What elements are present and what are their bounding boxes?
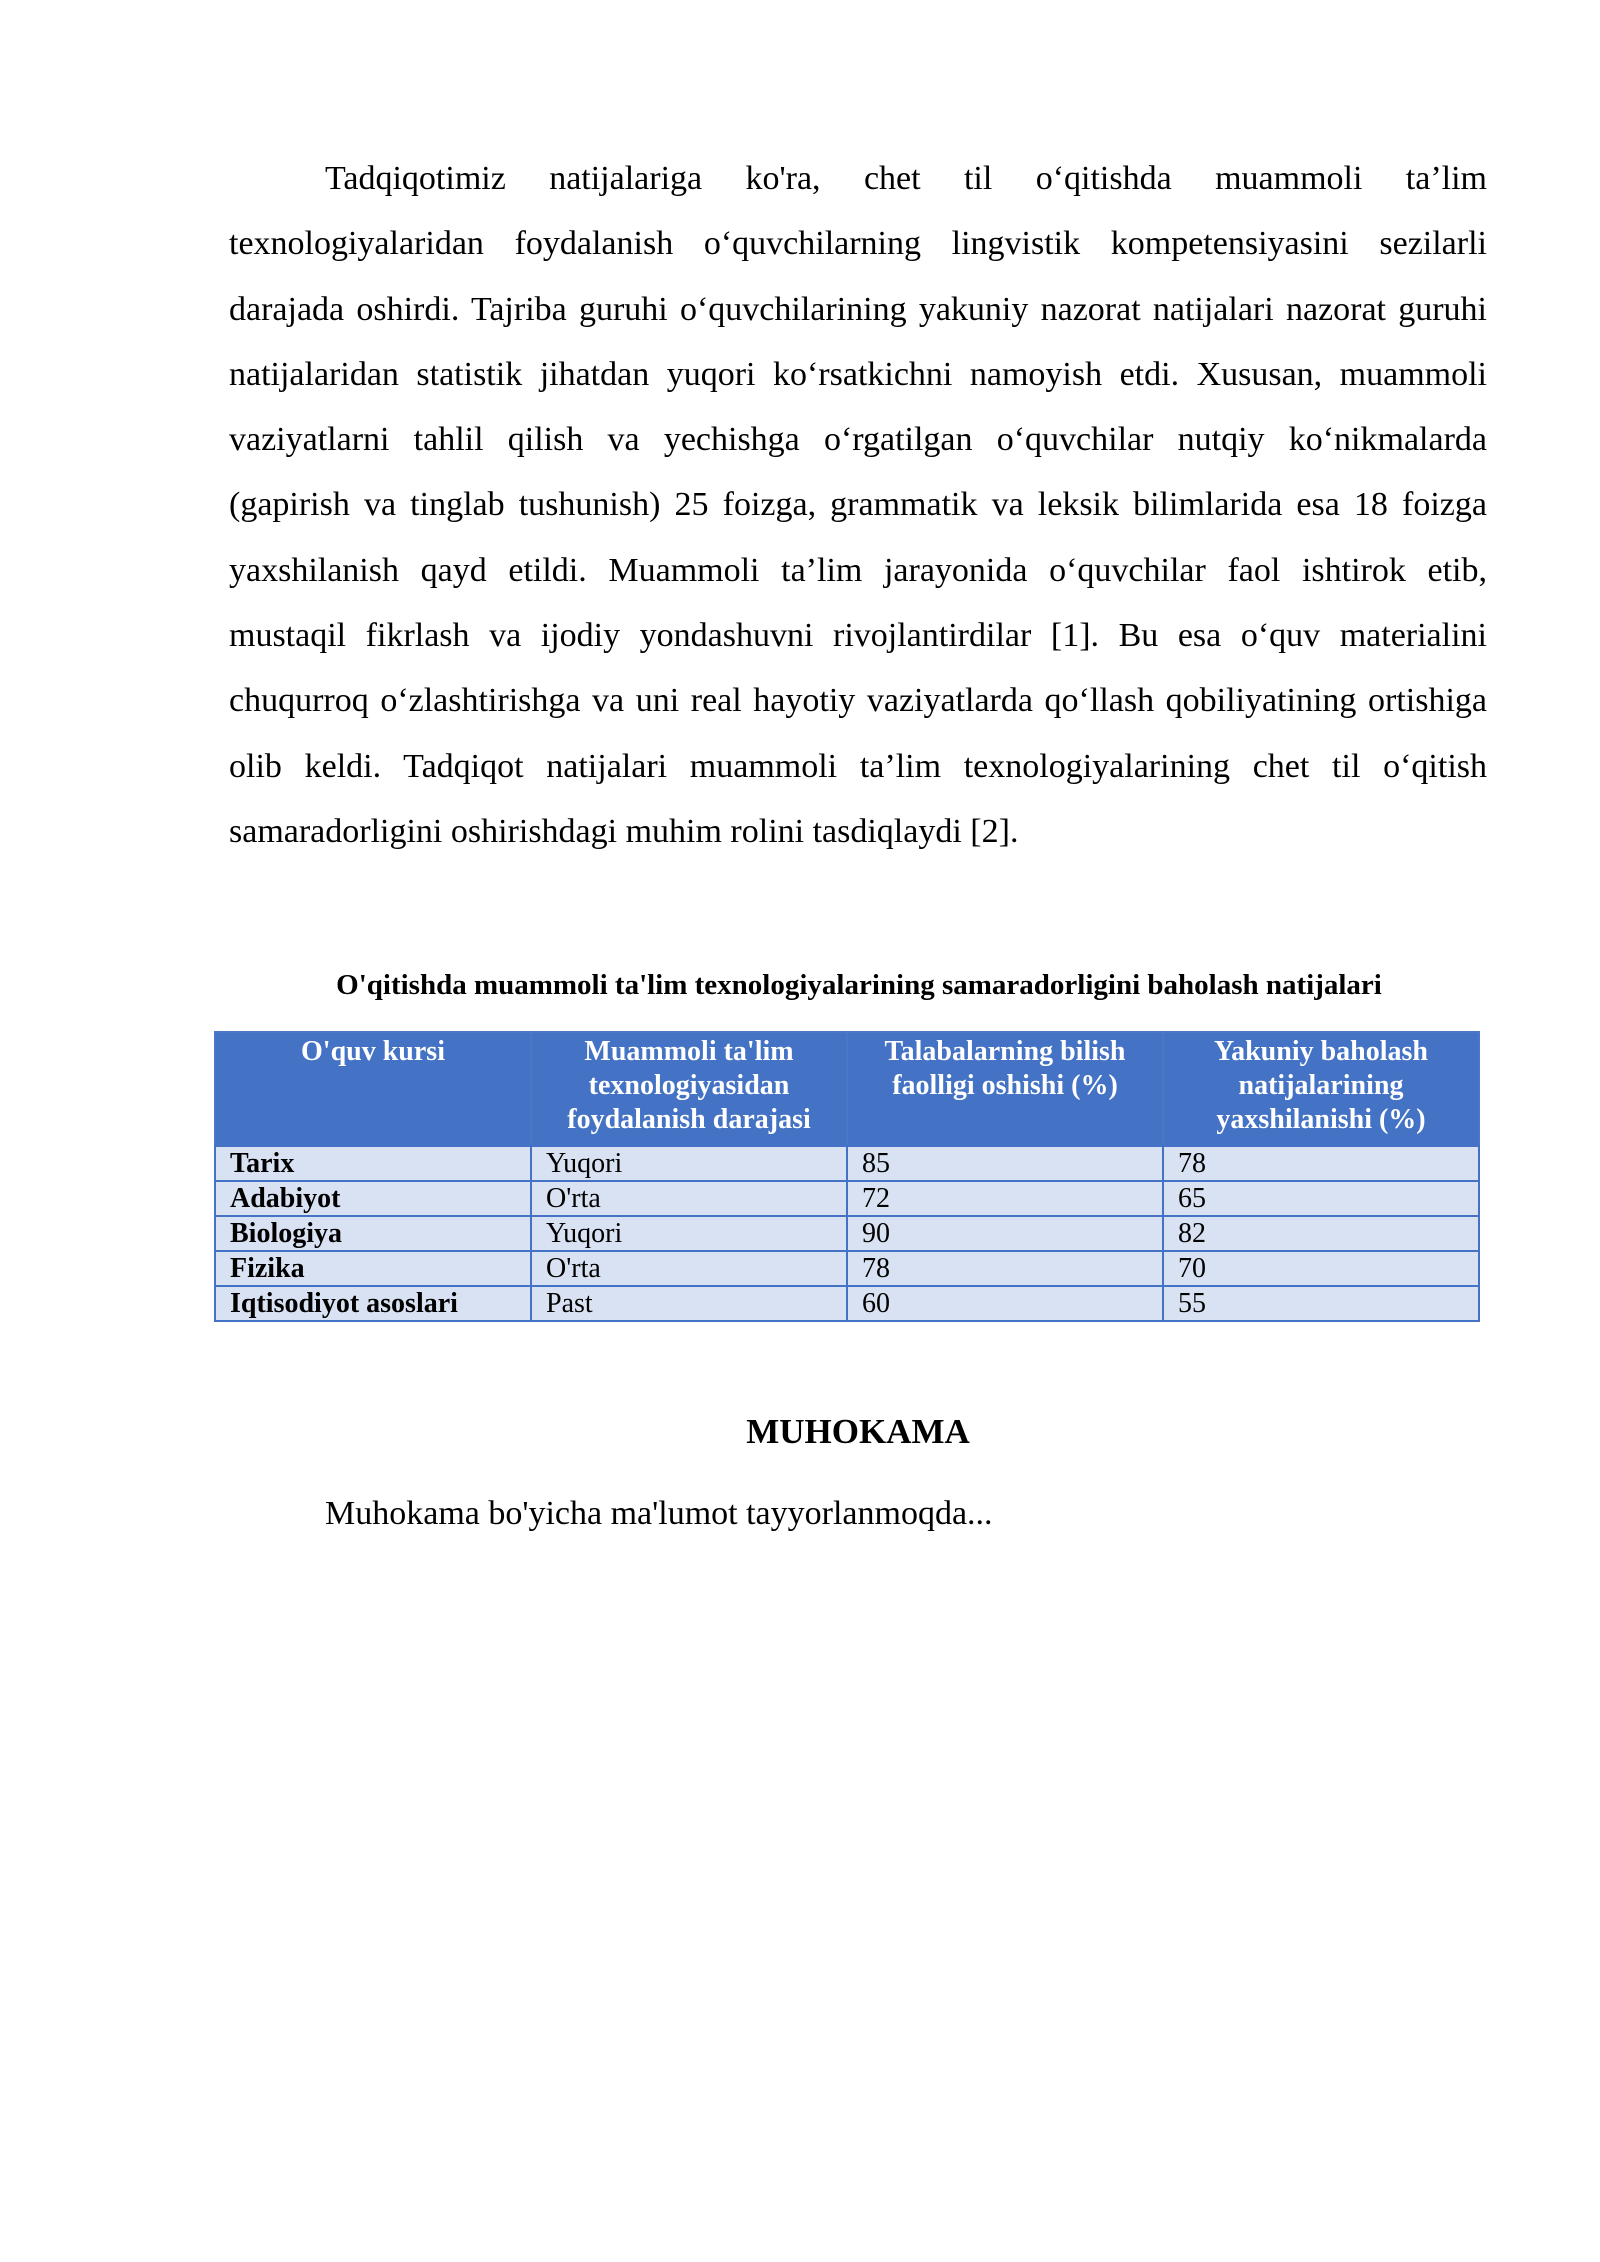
result-improvement-cell: 82 (1163, 1216, 1479, 1251)
table-row (215, 1251, 1479, 1286)
header-course: O'quv kursi (215, 1032, 531, 1146)
table-row (215, 1181, 1479, 1216)
activity-increase-cell: 60 (847, 1286, 1163, 1321)
course-cell: Iqtisodiyot asoslari (215, 1286, 531, 1321)
usage-level-cell: Yuqori (531, 1216, 847, 1251)
section-text: Muhokama bo'yicha ma'lumot tayyorlanmoqda... (325, 1495, 993, 1532)
course-cell: Biologiya (215, 1216, 531, 1251)
result-improvement-cell: 70 (1163, 1251, 1479, 1286)
header-result-improvement: Yakuniy baholash natijalarining yaxshilanishi (%) (1163, 1032, 1479, 1146)
course-cell: Adabiyot (215, 1181, 531, 1216)
body-paragraph: Tadqiqotimiz natijalariga ko'ra, chet til o‘qitishda muammoli ta’lim texnologiyalaridan foydalanish o‘quvchilarning lingvistik kompetensiyasini sezilarli darajada oshirdi. Tajriba guruhi o‘quvchilarining yakuniy nazorat natijalari nazorat guruhi natijalaridan statistik jihatdan yuqori ko‘rsatkichni namoyish etdi. Xususan, muammoli vaziyatlarni tahlil qilish va yechishga o‘rgatilgan o‘quvchilar nutqiy ko‘nikmalarda (gapirish va tinglab tushunish) 25 foizga, grammatik va leksik bilimlarida esa 18 foizga yaxshilanish qayd etildi. Muammoli ta’lim jarayonida o‘quvchilar faol ishtirok etib, mustaqil fikrlash va ijodiy yondashuvni rivojlantirdilar [1]. Bu esa o‘quv materialini chuqurroq o‘zlashtirishga va uni real hayotiy vaziyatlarda qo‘llash qobiliyatining ortishiga olib keldi. Tadqiqot natijalari muammoli ta’lim texnologiyalarining chet til o‘qitish samaradorligini oshirishdagi muhim rolini tasdiqlaydi [2]. (229, 160, 1487, 850)
result-improvement-cell: 65 (1163, 1181, 1479, 1216)
results-table (214, 1031, 1480, 1322)
course-cell: Fizika (215, 1251, 531, 1286)
course-cell: Tarix (215, 1146, 531, 1182)
usage-level-cell: Yuqori (531, 1146, 847, 1182)
table-row (215, 1216, 1479, 1251)
usage-level-cell: O'rta (531, 1181, 847, 1216)
usage-level-cell: O'rta (531, 1251, 847, 1286)
result-improvement-cell: 78 (1163, 1146, 1479, 1182)
table-caption: O'qitishda muammoli ta'lim texnologiyalarining samaradorligini baholash natijalari (336, 969, 1382, 1001)
result-improvement-cell: 55 (1163, 1286, 1479, 1321)
activity-increase-cell: 85 (847, 1146, 1163, 1182)
table-row (215, 1146, 1479, 1182)
table-header-row (215, 1032, 1479, 1146)
header-activity-increase: Talabalarning bilish faolligi oshishi (%) (847, 1032, 1163, 1146)
activity-increase-cell: 72 (847, 1181, 1163, 1216)
activity-increase-cell: 78 (847, 1251, 1163, 1286)
header-usage-level: Muammoli ta'lim texnologiyasidan foydalanish darajasi (531, 1032, 847, 1146)
usage-level-cell: Past (531, 1286, 847, 1321)
table-row (215, 1286, 1479, 1321)
section-heading: MUHOKAMA (746, 1412, 970, 1451)
activity-increase-cell: 90 (847, 1216, 1163, 1251)
